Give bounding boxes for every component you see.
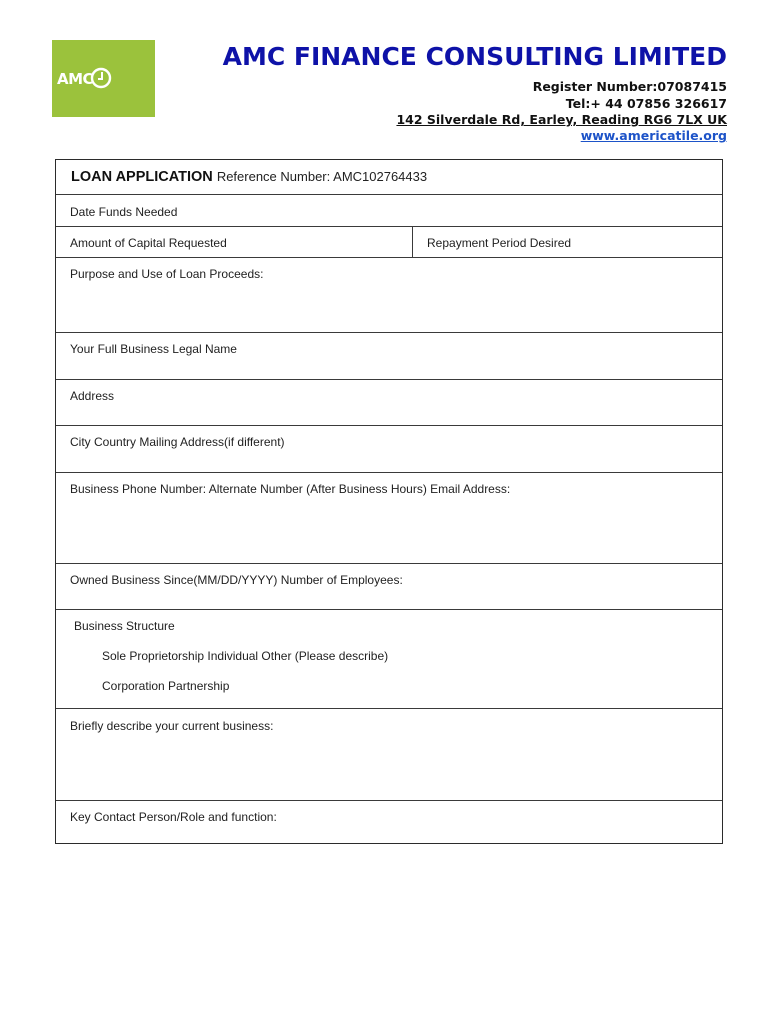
legal-name-field[interactable]: Your Full Business Legal Name	[70, 342, 237, 356]
divider	[56, 332, 722, 333]
form-title: LOAN APPLICATION	[71, 169, 213, 185]
structure-options-row-2[interactable]: Corporation Partnership	[102, 679, 230, 693]
divider	[56, 425, 722, 426]
amount-requested-field[interactable]: Amount of Capital Requested	[70, 236, 227, 250]
reference-number: Reference Number: AMC102764433	[216, 169, 428, 184]
divider	[56, 609, 722, 610]
company-name: AMC FINANCE CONSULTING LIMITED	[222, 42, 727, 71]
divider	[56, 226, 722, 227]
key-contact-field[interactable]: Key Contact Person/Role and function:	[70, 810, 277, 824]
divider	[56, 563, 722, 564]
form-title-row	[71, 169, 427, 185]
divider	[56, 708, 722, 709]
loan-application-form	[55, 159, 723, 844]
loan-purpose-field[interactable]: Purpose and Use of Loan Proceeds:	[70, 267, 264, 281]
column-divider	[412, 226, 413, 257]
company-address: 142 Silverdale Rd, Earley, Reading RG6 7LX UK	[396, 112, 727, 127]
register-number: Register Number:07087415	[532, 79, 727, 94]
business-description-field[interactable]: Briefly describe your current business:	[70, 719, 274, 733]
business-structure-label: Business Structure	[74, 619, 175, 633]
logo-text: AMC	[57, 70, 94, 88]
date-funds-field[interactable]: Date Funds Needed	[70, 205, 178, 219]
website-link[interactable]: www.americatile.org	[580, 128, 727, 143]
divider	[56, 379, 722, 380]
address-field[interactable]: Address	[70, 389, 115, 403]
divider	[56, 257, 722, 258]
repayment-period-field[interactable]: Repayment Period Desired	[427, 236, 572, 250]
mailing-address-field[interactable]: City Country Mailing Address(if different)	[70, 435, 285, 449]
telephone: Tel:+ 44 07856 326617	[565, 96, 727, 111]
structure-options-row-1[interactable]: Sole Proprietorship Individual Other (Please describe)	[102, 649, 389, 663]
owned-since-field[interactable]: Owned Business Since(MM/DD/YYYY) Number of Employees:	[70, 573, 403, 587]
divider	[56, 800, 722, 801]
company-logo	[52, 40, 155, 117]
divider	[56, 472, 722, 473]
contact-numbers-field[interactable]: Business Phone Number: Alternate Number (After Business Hours) Email Address:	[70, 482, 511, 496]
clock-icon	[90, 66, 112, 90]
divider	[56, 194, 722, 195]
